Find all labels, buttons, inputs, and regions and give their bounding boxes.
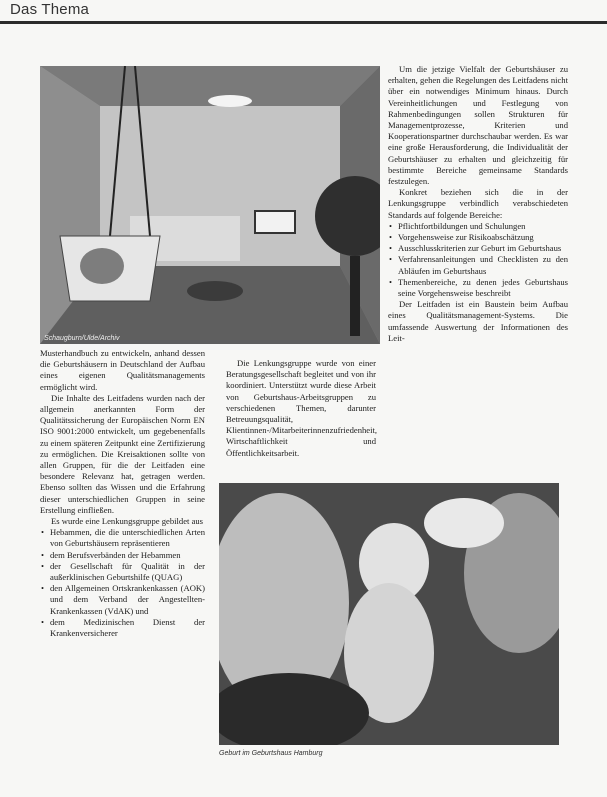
paragraph: Der Leitfaden ist ein Baustein beim Aufbau eines Qualitätsmanagement-Systems. Die umfassende Auswertung der Informationen des Leit- <box>388 299 568 343</box>
list-item: • der Gesellschaft für Qualität in der außerklinischen Geburtshilfe (QUAG) <box>50 561 205 583</box>
standards-list <box>388 221 568 299</box>
birth-room-illustration <box>40 66 380 344</box>
birth-illustration <box>219 483 559 745</box>
list-item: • Verfahrensanleitungen und Checklisten zu den Abläufen im Geburtshaus <box>398 254 568 276</box>
paragraph: Konkret beziehen sich die in der Lenkungsgruppe verbindlich verabschiedeten Standards auf folgende Bereiche: <box>388 187 568 220</box>
list-item: • Vorgehensweise zur Risikoabschätzung <box>398 232 568 243</box>
text-column-middle <box>226 358 376 459</box>
list-item: • Ausschlusskriterien zur Geburt im Geburtshaus <box>398 243 568 254</box>
text-column-left <box>40 348 205 639</box>
birth-photo <box>219 483 559 745</box>
list-item: • dem Berufsverbänden der Hebammen <box>50 550 205 561</box>
photo-caption: Geburt im Geburtshaus Hamburg <box>219 750 323 757</box>
paragraph: Es wurde eine Lenkungsgruppe gebildet aus <box>51 516 204 527</box>
text-column-right <box>388 64 568 344</box>
list-item: • den Allgemeinen Ortskrankenkassen (AOK) und dem Verband der Angestellten-Krankenkassen (VdAK) und <box>50 583 205 617</box>
list-item: • Themenbereiche, zu denen jedes Geburtshaus seine Vorgehensweise beschreibt <box>398 277 568 299</box>
paragraph: Musterhandbuch zu entwickeln, anhand dessen die Geburtshäusern in Deutschland der Aufbau eines eigenen Qualitätsmanagements ermöglicht wird. <box>40 348 205 392</box>
photo-credit: Schaugburn/Ulde/Archiv <box>44 335 120 342</box>
stakeholder-list <box>40 527 205 639</box>
list-item: • dem Medizinischen Dienst der Krankenversicherer <box>50 617 205 639</box>
paragraph: Die Lenkungsgruppe wurde von einer Beratungsgesellschaft begleitet und von ihr koordiniert. Unterstützt wurde diese Arbeit von Geburtshaus-Arbeitsgruppen zu verschiedenen Themen, darunter Betreuungsqualität, Klientinnen-/Mitarbeiterinnenzufriedenheit, Wirtschaftlichkeit und Öffentlichkeitsarbeit. <box>226 358 378 458</box>
birth-room-photo <box>40 66 380 344</box>
paragraph: Um die jetzige Vielfalt der Geburtshäuser zu erhalten, gehen die Regelungen des Leitfadens nicht über ein notwendiges Minimum hinaus. Durch Vereinheitlichungen und Festlegung von Rahmenbedingungen sollen Strukturen für Managementprozesse, Kriterien und Kooperationspartner durchschaubar werden. Es war eine große Herausforderung, die Individualität der Geburtshäuser zu erhalten und gleichzeitig für bestimmte Bereiche gemeinsame Standards festzulegen. <box>388 64 568 187</box>
paragraph: Die Inhalte des Leitfadens wurden nach der allgemein anerkannten Form der Qualitätssicherung der Europäischen Norm EN ISO 9001:2000 entwickelt, um gegebenenfalls zu einem späteren Zeitpunkt eine Zertifizierung zu ermöglichen. Die Kreisaktionen sollte von allen Gruppen, für die der Leitfaden eine besondere Relevanz hat, getragen werden. Ebenso sollten das Wissen und die Erfahrung dieser unterschiedlichen Gruppen in seine Erstellung einfließen. <box>40 392 205 515</box>
section-title: Das Thema <box>10 1 90 18</box>
header-rule <box>0 21 607 24</box>
list-item: • Hebammen, die die unterschiedlichen Arten von Geburtshäusern repräsentieren <box>50 527 205 549</box>
list-item: • Pflichtfortbildungen und Schulungen <box>398 221 568 232</box>
